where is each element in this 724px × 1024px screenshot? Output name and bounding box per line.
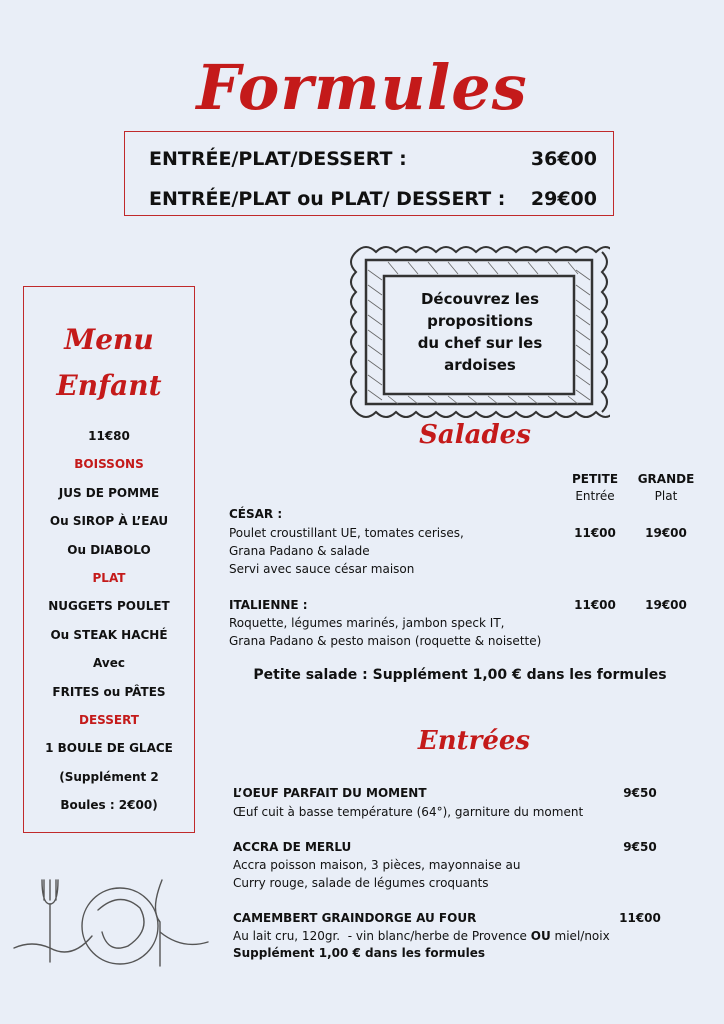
description-line: Curry rouge, salade de légumes croquants bbox=[233, 876, 489, 890]
description-line: Servi avec sauce césar maison bbox=[229, 562, 415, 576]
formule-price: 36€00 bbox=[530, 148, 597, 170]
kids-menu-line: JUS DE POMME bbox=[58, 485, 160, 500]
column-header-grande bbox=[634, 471, 698, 505]
entree-price: 9€50 bbox=[623, 840, 657, 854]
price-grande: 19€00 bbox=[645, 598, 687, 612]
column-header-sub: Entrée bbox=[575, 489, 615, 503]
column-header-petite bbox=[564, 471, 626, 505]
column-header-label: PETITE bbox=[571, 472, 619, 486]
kids-menu-line: (Supplément 2 bbox=[59, 769, 159, 784]
kids-menu-line: Ou SIROP À L’EAU bbox=[49, 514, 169, 529]
description-line: Œuf cuit à basse température (64°), garniture du moment bbox=[233, 805, 584, 819]
kids-menu-line: NUGGETS POULET bbox=[48, 599, 170, 614]
entree-price: 9€50 bbox=[623, 786, 657, 800]
kids-menu-line: 11€80 bbox=[88, 429, 130, 443]
entree-description bbox=[233, 803, 583, 821]
description-emphasis: OU bbox=[530, 929, 551, 943]
salade-name: ITALIENNE : bbox=[229, 598, 308, 612]
description-line: Poulet croustillant UE, tomates cerises, bbox=[229, 526, 464, 540]
price-petite: 11€00 bbox=[574, 598, 616, 612]
formule-label: ENTRÉE/PLAT ou PLAT/ DESSERT : bbox=[149, 188, 506, 210]
description-text: miel/noix bbox=[550, 929, 610, 943]
kids-menu-line: 1 BOULE DE GLACE bbox=[45, 741, 173, 756]
entree-description bbox=[233, 856, 521, 892]
page-title: Formules bbox=[196, 51, 528, 124]
chef-board-line: du chef sur les bbox=[417, 334, 543, 352]
chef-board-line: Découvrez les bbox=[420, 290, 540, 308]
kids-menu-title: Menu bbox=[64, 323, 154, 356]
formule-row bbox=[149, 148, 597, 170]
kids-menu-line: Ou STEAK HACHÉ bbox=[50, 627, 168, 642]
kids-menu-line: Ou DIABOLO bbox=[67, 542, 151, 557]
kids-menu-line: PLAT bbox=[92, 570, 126, 585]
price-grande: 19€00 bbox=[645, 526, 687, 540]
salades-title: Salades bbox=[419, 420, 531, 450]
entree-supplement-note: Supplément 1,00 € dans les formules bbox=[233, 946, 485, 960]
formule-price: 29€00 bbox=[530, 188, 597, 210]
description-line: Grana Padano & pesto maison (roquette & noisette) bbox=[229, 634, 542, 648]
salade-name: CÉSAR : bbox=[229, 507, 283, 521]
chef-board-text bbox=[395, 288, 565, 376]
salade-description bbox=[229, 524, 464, 578]
entree-name: ACCRA DE MERLU bbox=[233, 840, 352, 854]
entree-name: L’OEUF PARFAIT DU MOMENT bbox=[233, 786, 427, 800]
kids-menu-line: BOISSONS bbox=[74, 457, 144, 472]
kids-menu-line: DESSERT bbox=[79, 712, 139, 727]
formule-label: ENTRÉE/PLAT/DESSERT : bbox=[149, 148, 407, 170]
column-header-sub: Plat bbox=[654, 489, 678, 503]
column-header-label: GRANDE bbox=[637, 472, 695, 486]
salade-description bbox=[229, 614, 541, 650]
kids-menu-lines bbox=[24, 428, 194, 825]
plate-cutlery-icon bbox=[12, 870, 212, 980]
formule-row bbox=[149, 188, 597, 210]
salade-supplement-note: Petite salade : Supplément 1,00 € dans les formules bbox=[253, 667, 667, 683]
entree-description bbox=[233, 927, 610, 945]
chef-board-line: ardoises bbox=[444, 356, 516, 374]
entree-name: CAMEMBERT GRAINDORGE AU FOUR bbox=[233, 911, 477, 925]
kids-menu-line: Avec bbox=[93, 656, 125, 671]
kids-menu-line: FRITES ou PÂTES bbox=[52, 684, 166, 699]
description-line: Roquette, légumes marinés, jambon speck IT, bbox=[229, 616, 505, 630]
formules-box bbox=[124, 131, 614, 216]
description-line: Accra poisson maison, 3 pièces, mayonnaise au bbox=[233, 858, 521, 872]
kids-menu-title: Enfant bbox=[56, 369, 162, 402]
price-petite: 11€00 bbox=[574, 526, 616, 540]
kids-menu-line: Boules : 2€00) bbox=[60, 798, 158, 813]
description-line: Grana Padano & salade bbox=[229, 544, 370, 558]
description-text: Au lait cru, 120gr. - vin blanc/herbe de Provence bbox=[233, 929, 531, 943]
entree-price: 11€00 bbox=[619, 911, 661, 925]
chef-board-line: propositions bbox=[427, 312, 533, 330]
entrees-title: Entrées bbox=[417, 726, 531, 756]
kids-menu-box bbox=[23, 286, 195, 833]
